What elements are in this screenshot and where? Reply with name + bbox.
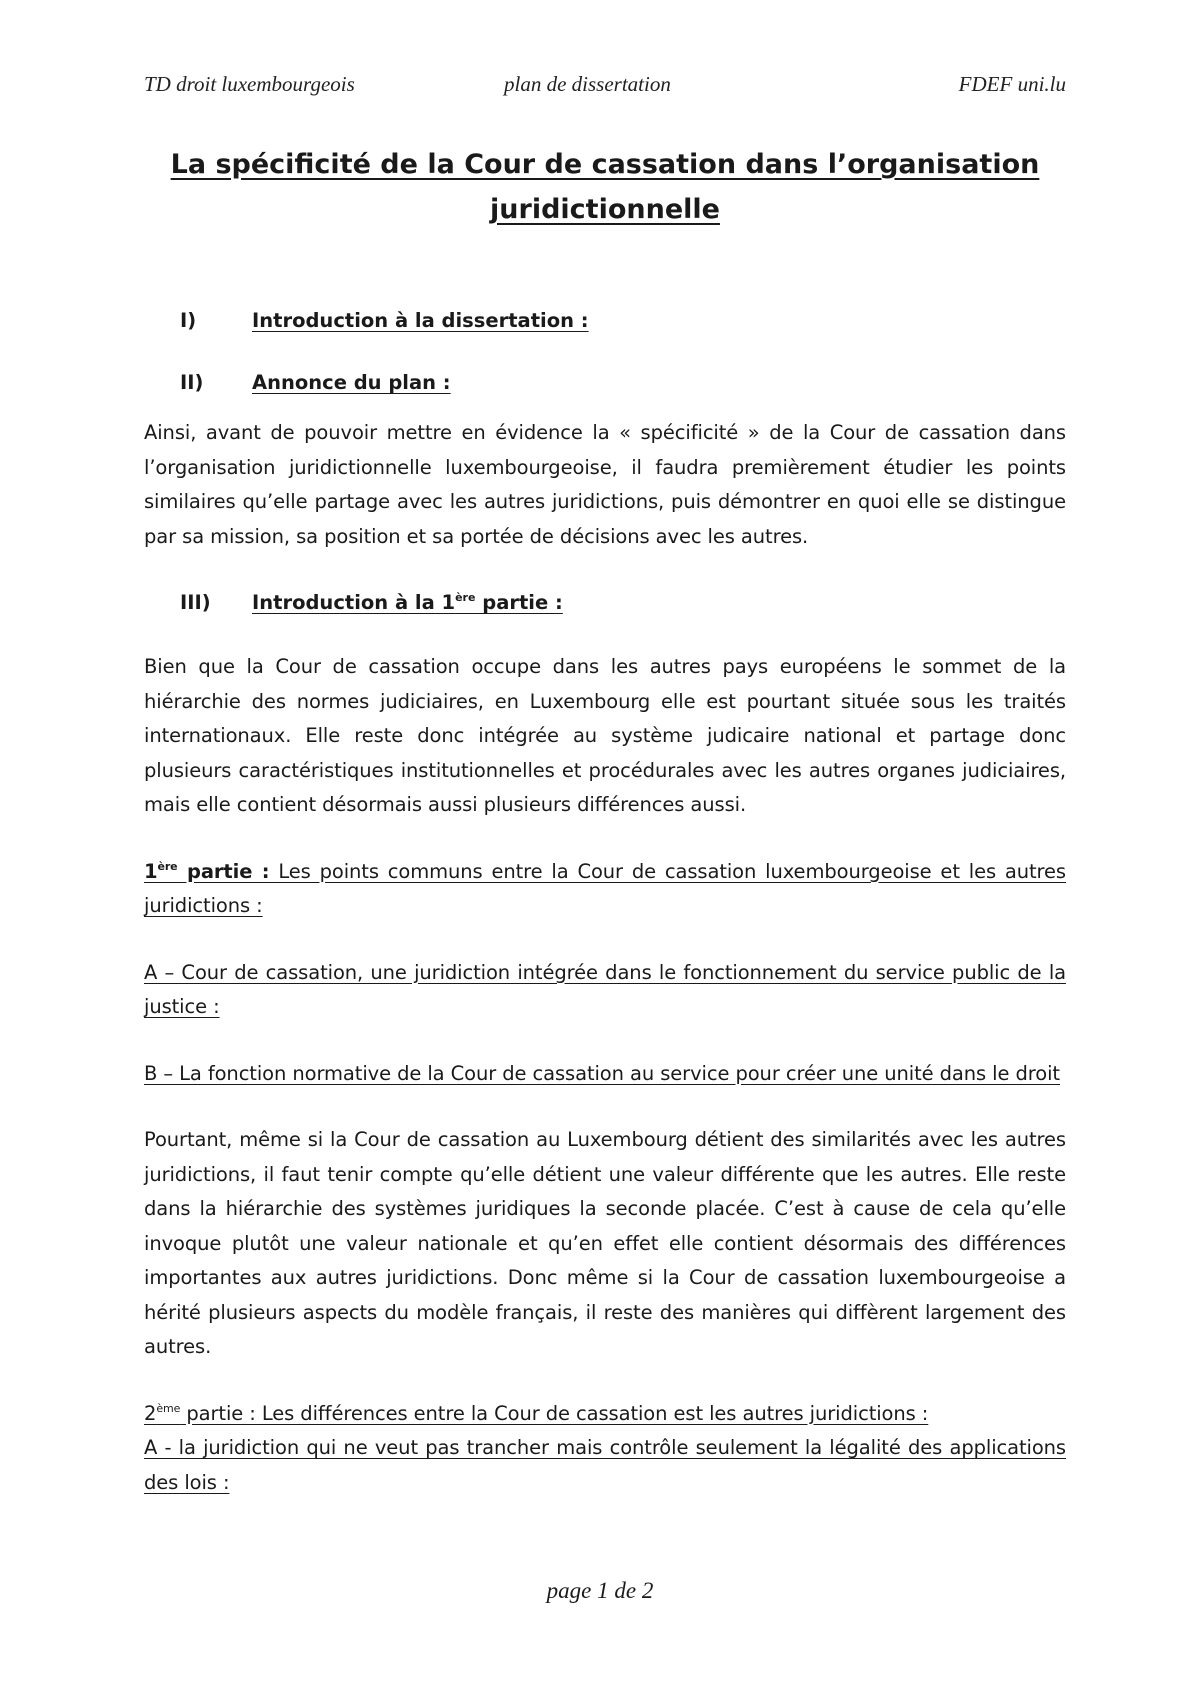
section-heading-1 bbox=[144, 304, 1066, 338]
section-heading-2 bbox=[144, 366, 1066, 400]
document-body bbox=[144, 304, 1066, 1500]
transition-paragraph: Pourtant, même si la Cour de cassation au Luxembourg détient des similarités avec les autres juridictions, il faut tenir compte qu’elle détient une valeur différente que les autres. Elle reste dans la hiérarchie des systèmes juridiques la seconde placée. C’est à cause de cela qu’elle invoque plutôt une valeur nationale et qu’en effet elle contient désormais des différences importantes aux autres juridictions. Donc même si la Cour de cassation luxembourgeoise a hérité plusieurs aspects du modèle français, il reste des manières qui diffèrent largement des autres. bbox=[144, 1128, 1066, 1358]
document-title: La spécificité de la Cour de cassation dans l’organisation juridictionnelle bbox=[170, 149, 1040, 225]
part1-subsection-b: B – La fonction normative de la Cour de cassation au service pour créer une unité dans le droit bbox=[144, 1061, 1060, 1085]
page-number: page 1 de 2 bbox=[546, 1578, 654, 1603]
intro-part1-paragraph: Bien que la Cour de cassation occupe dans les autres pays européens le sommet de la hiérarchie des normes judiciaires, en Luxembourg elle est pourtant située sous les traités internationaux. Elle reste donc intégrée au système judicaire national et partage donc plusieurs caractéristiques institutionnelles et procédurales avec les autres organes judiciaires, mais elle contient désormais aussi plusieurs différences aussi. bbox=[144, 655, 1066, 816]
section-label: Introduction à la dissertation : bbox=[252, 309, 589, 332]
section-number: III) bbox=[180, 591, 211, 614]
part1-heading: 1ère partie : Les points communs entre la Cour de cassation luxembourgeoise et les autres juridictions : bbox=[144, 859, 1066, 917]
plan-paragraph: Ainsi, avant de pouvoir mettre en évidence la « spécificité » de la Cour de cassation dans l’organisation juridictionnelle luxembourgeoise, il faudra premièrement étudier les points similaires qu’elle partage avec les autres juridictions, puis démontrer en quoi elle se distingue par sa mission, sa position et sa portée de décisions avec les autres. bbox=[144, 421, 1066, 548]
section-heading-3 bbox=[144, 586, 1066, 620]
section-number: I) bbox=[180, 309, 197, 332]
section-number: II) bbox=[180, 371, 204, 394]
header-course: TD droit luxembourgeois bbox=[144, 72, 355, 96]
part2-heading: 2ème partie : Les différences entre la Cour de cassation est les autres juridictions : bbox=[144, 1401, 929, 1425]
section-label: Introduction à la 1ère partie : bbox=[252, 591, 563, 614]
header-institution: FDEF uni.lu bbox=[958, 72, 1066, 96]
part2-subsection-a: A - la juridiction qui ne veut pas trancher mais contrôle seulement la légalité des applications des lois : bbox=[144, 1436, 1066, 1494]
section-label: Annonce du plan : bbox=[252, 371, 451, 394]
header-doc-type: plan de dissertation bbox=[504, 72, 671, 96]
part1-subsection-a: A – Cour de cassation, une juridiction intégrée dans le fonctionnement du service public de la justice : bbox=[144, 960, 1066, 1018]
